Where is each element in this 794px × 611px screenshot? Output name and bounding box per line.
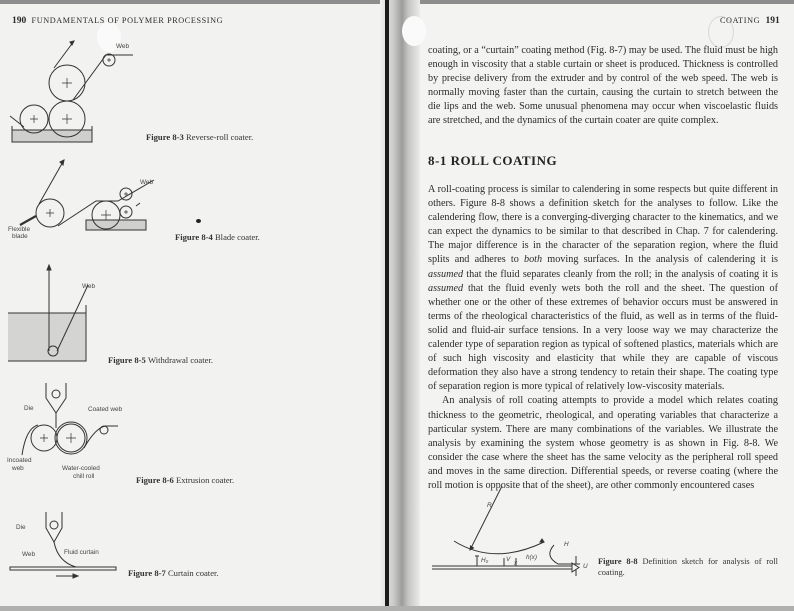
figure-number: Figure 8-8 <box>598 557 638 566</box>
figure-8-4-caption <box>175 232 260 242</box>
figure-8-7-label-fluid-curtain: Fluid curtain <box>64 549 99 556</box>
figure-number: Figure 8-6 <box>136 475 174 485</box>
figure-number: Figure 8-3 <box>146 132 184 142</box>
figure-8-7-diagram <box>8 512 128 582</box>
figure-8-8-label-x: x <box>514 560 518 567</box>
scan-bottom-edge <box>0 606 794 611</box>
text-run: moving surfaces. In the analysis of calendering it is <box>542 254 778 266</box>
figure-8-4-label-web: Web <box>140 179 154 186</box>
left-running-head <box>12 16 223 26</box>
section-heading: 8-1 ROLL COATING <box>428 153 558 168</box>
running-head-title: COATING <box>720 16 761 25</box>
figure-8-8-label-h: H <box>564 541 569 548</box>
figure-8-8-label-u: U <box>583 563 588 570</box>
emphasis: assumed <box>428 268 464 280</box>
paragraph-1 <box>428 183 778 394</box>
book-spine <box>385 0 389 611</box>
paragraph-text: coating, or a “curtain” coating method (Fig. 8-7) may be used. The fluid must be high enough in viscosity that a stable curtain or sheet is produced. Thickness is controlled by precise delivery from the extruder and by control of the web speed. The web is normally moving faster than the curtain, causing the curtain to stretch between the die lips and the web. Some unusual phenomena may occur when viscoelastic fluids are stretched, and the dynamics of the curtain coater are quite complex. <box>428 45 778 127</box>
text-run: that the fluid evenly wets both the roll and the sheet. The question of whether one or the other of these extremes of behavior occurs must be answered in terms of the rheological characteristics of the fluid, as well as in terms of the fluid-solid and fluid-air surface tensions. In a very loose way we may characterize the calender type of separation region as typical of softened plastics, materials which are of such high viscosity and elasticity that while they are capable of viscous deformation they also have a strong tendency to retain their shape. The coating type of separation region is more typical of relatively low-viscosity materials. <box>428 282 778 393</box>
figure-8-6-label-incoated: Incoated <box>7 457 32 464</box>
figure-8-7-label-die: Die <box>16 524 26 531</box>
figure-8-8-label-hx: h(x) <box>526 554 538 561</box>
text-run: that the fluid separates cleanly from the roll; in the analysis of coating it is <box>463 268 778 280</box>
figure-8-8-label-r: R <box>487 502 492 509</box>
figure-8-5-caption <box>108 355 213 365</box>
figure-number: Figure 8-5 <box>108 355 146 365</box>
emphasis: assumed <box>428 282 464 294</box>
figure-8-8-diagram <box>432 478 592 573</box>
figure-8-5-label-web: Web <box>82 283 96 290</box>
figure-8-6-caption <box>136 475 234 485</box>
figure-8-4-label-flexible: Flexible <box>8 226 31 233</box>
figure-8-5-diagram <box>8 265 96 365</box>
roll-coating-body <box>428 183 778 493</box>
right-running-head <box>720 16 780 26</box>
figure-caption-text: Reverse-roll coater. <box>185 132 254 142</box>
figure-8-6-label-chill-roll: chill roll <box>73 473 95 480</box>
paragraph-2: An analysis of roll coating attempts to provide a model which relates coating thickness to the geometric, rheological, and operating variables that characterize a particular system. There are many combinations of the variables. We illustrate the analysis by examining the system whose geometry is as shown in Fig. 8-8. We consider the case where the sheet has the same velocity as the peripheral roll speed and moves in the same direction. Differential speeds, or reverse coating (where the roll motion is opposite that of the sheet), are other commonly encountered cases <box>428 395 778 491</box>
figure-8-6-label-die: Die <box>24 405 34 412</box>
text-run: A roll-coating process is similar to calendering in some respects but quite different in others. Figure 8-8 shows a definition sketch for the analyses to follow. Like the calendering flow, there is a converging-diverging character to the kinematics, and we can expect the dynamics to be similar to that described in Chap. 7 for calendering. The major difference is in the character of the separation region, where the fluid splits and adheres to <box>428 184 778 266</box>
ink-speck <box>196 219 201 223</box>
figure-8-7-caption <box>128 568 219 578</box>
figure-8-3-caption <box>146 132 253 142</box>
figure-8-6-diagram <box>18 383 128 453</box>
figure-caption-text: Withdrawal coater. <box>147 355 213 365</box>
figure-number: Figure 8-7 <box>128 568 166 578</box>
running-head-title: FUNDAMENTALS OF POLYMER PROCESSING <box>31 16 224 25</box>
figure-8-3-label-web: Web <box>116 43 130 50</box>
figure-caption-text: Extrusion coater. <box>175 475 235 485</box>
figure-8-8-label-v: V <box>506 556 511 563</box>
figure-8-4-label-blade: blade <box>12 233 28 240</box>
figure-8-6-label-coated-web: Coated web <box>88 406 123 413</box>
emphasis: both <box>523 254 543 266</box>
page-number: 191 <box>765 16 780 26</box>
figure-8-8-caption <box>598 556 778 578</box>
figure-8-6-label-water-cooled: Water-cooled <box>62 465 100 472</box>
figure-caption-text: Curtain coater. <box>167 568 219 578</box>
figure-8-4-diagram <box>8 160 168 235</box>
page-number: 190 <box>12 16 27 26</box>
punch-hole <box>402 16 426 46</box>
figure-caption-text: Blade coater. <box>214 232 260 242</box>
figure-caption-text: Definition sketch for analysis of roll coating. <box>598 557 778 577</box>
figure-number: Figure 8-4 <box>175 232 213 242</box>
figure-8-7-label-web: Web <box>22 551 36 558</box>
figure-8-8-label-h0: H₀ <box>481 557 489 564</box>
figure-8-6-label-web: web <box>12 465 24 472</box>
figure-8-3-diagram <box>8 36 148 146</box>
intro-paragraph <box>428 44 778 129</box>
